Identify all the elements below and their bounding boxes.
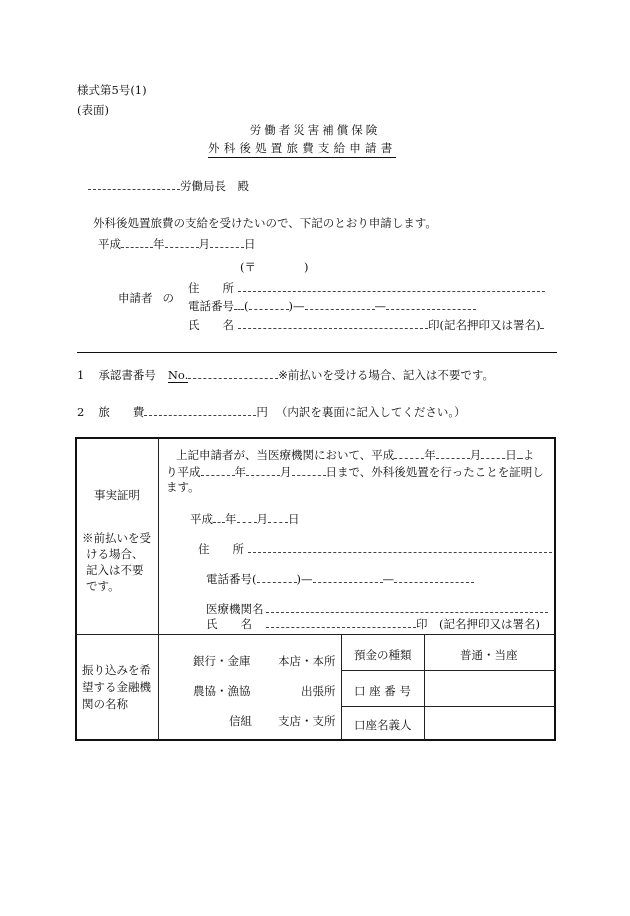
fact-date-day: 日 bbox=[288, 512, 300, 526]
applicant-phone-dash: — bbox=[374, 299, 386, 313]
applicant-name-label: 氏 名 bbox=[188, 318, 234, 332]
deposit-type-value[interactable]: 普通・当座 bbox=[460, 648, 518, 662]
applicant-address-field[interactable] bbox=[238, 279, 545, 292]
fact-facility-field[interactable] bbox=[266, 600, 548, 613]
bank-label bbox=[82, 662, 151, 713]
fact-name-row bbox=[206, 615, 540, 632]
account-name-label: 口座名義人 bbox=[354, 718, 412, 732]
applicant-phone-row bbox=[188, 297, 476, 314]
fact-start-day-field[interactable] bbox=[481, 446, 505, 459]
approval-number-row bbox=[77, 366, 494, 383]
fact-line2-month: 月 bbox=[280, 465, 292, 479]
date-month-label: 月 bbox=[198, 237, 210, 251]
branch-type-3: 支店・支所 bbox=[278, 714, 336, 728]
applicant-phone-end-field[interactable] bbox=[386, 297, 476, 310]
bank-type-1: 銀行・金庫 bbox=[193, 654, 251, 668]
fact-address-label: 住 所 bbox=[198, 542, 244, 556]
fact-date-year-field[interactable] bbox=[213, 510, 225, 523]
travel-expense-note: （内訳を裏面に記入してください。） bbox=[275, 405, 466, 419]
fact-phone-mid-field[interactable] bbox=[313, 570, 383, 583]
fact-phone-area-field[interactable] bbox=[257, 570, 297, 583]
date-month-field[interactable] bbox=[165, 235, 199, 248]
account-number-label: 口 座 番 号 bbox=[354, 684, 411, 698]
fact-phone-end-field[interactable] bbox=[394, 570, 474, 583]
fact-facility-label: 医療機関名 bbox=[206, 602, 264, 616]
deposit-type-label: 預金の種類 bbox=[354, 648, 412, 662]
applicant-phone-paren-close: )— bbox=[288, 299, 305, 313]
date-year-label: 年 bbox=[153, 237, 165, 251]
applicant-label-text: 申請者 bbox=[118, 291, 153, 305]
fact-date-day-field[interactable] bbox=[268, 510, 288, 523]
postal-open: (〒 bbox=[240, 260, 256, 274]
approval-number-label: 承認書番号 bbox=[98, 368, 156, 382]
fact-end-day-field[interactable] bbox=[292, 463, 326, 476]
bank-divider-v1 bbox=[341, 634, 342, 740]
applicant-label bbox=[118, 290, 174, 306]
fact-line1-yo: よ bbox=[522, 448, 535, 462]
item1-number: 1 bbox=[77, 368, 85, 382]
fact-address-row bbox=[198, 540, 552, 557]
applicant-name-field[interactable] bbox=[238, 316, 428, 329]
fact-line1-year: 年 bbox=[424, 448, 436, 462]
approval-no-prefix: No. bbox=[167, 368, 189, 382]
title-insurance: 労働者災害補償保険 bbox=[249, 123, 381, 137]
date-day-label: 日 bbox=[244, 237, 256, 251]
fact-note-line: ※前払いを受 bbox=[82, 531, 151, 545]
fact-line2-text: り平成 bbox=[166, 465, 201, 479]
account-number-field[interactable] bbox=[425, 671, 555, 706]
fact-phone-label: 電話番号 bbox=[206, 572, 252, 586]
approval-note: ※前払いを受ける場合、記入は不要です。 bbox=[278, 368, 494, 382]
account-name-field[interactable] bbox=[425, 707, 555, 740]
applicant-address-label: 住 所 bbox=[188, 281, 234, 295]
fact-line2-rest: 日まで、外科後処置を行ったことを証明し bbox=[325, 465, 544, 479]
fact-seal-note: 印 (記名押印又は署名) bbox=[416, 617, 540, 631]
fact-line2 bbox=[166, 463, 544, 480]
fact-line1-month: 月 bbox=[469, 448, 482, 462]
fact-line3: ます。 bbox=[166, 480, 200, 494]
fact-label: 事実証明 bbox=[94, 488, 140, 502]
box-divider-v1 bbox=[158, 438, 159, 740]
postal-code bbox=[240, 259, 309, 275]
fact-date bbox=[190, 510, 300, 527]
fact-note bbox=[82, 530, 151, 594]
addressee-suffix: 労働局長 殿 bbox=[180, 179, 249, 193]
fact-start-month-field[interactable] bbox=[436, 446, 470, 459]
fact-line1-day: 日 bbox=[505, 448, 517, 462]
date-era: 平成 bbox=[98, 237, 121, 251]
travel-expense-label: 旅 費 bbox=[98, 405, 145, 419]
fact-note-line: です。 bbox=[86, 579, 120, 593]
applicant-no: の bbox=[162, 291, 174, 305]
fact-end-month-field[interactable] bbox=[246, 463, 280, 476]
title-application: 外科後処置旅費支給申請書 bbox=[208, 140, 396, 158]
fact-phone-paren-close: )— bbox=[296, 572, 313, 586]
fact-date-month-field[interactable] bbox=[237, 510, 257, 523]
section-divider bbox=[77, 352, 557, 353]
intro-text: 外科後処置旅費の支給を受けたいので、下記のとおり申請します。 bbox=[93, 216, 437, 230]
addressee-line bbox=[88, 177, 249, 194]
fact-note-line: ける場合、 bbox=[86, 547, 144, 561]
fact-note-line: 記入は不要 bbox=[86, 563, 144, 577]
fact-date-month: 月 bbox=[256, 512, 268, 526]
bureau-field[interactable] bbox=[88, 177, 180, 190]
fact-start-year-field[interactable] bbox=[394, 446, 424, 459]
travel-expense-row bbox=[77, 403, 466, 420]
fact-phone-paren-open: ( bbox=[252, 572, 257, 586]
fact-date-year: 年 bbox=[225, 512, 237, 526]
applicant-phone-label: 電話番号 bbox=[188, 299, 234, 313]
fact-name-label: 氏 名 bbox=[206, 617, 252, 631]
branch-type-1: 本店・本所 bbox=[278, 654, 336, 668]
applicant-seal-note: 印(記名押印又は署名) bbox=[428, 318, 541, 332]
item2-number: 2 bbox=[77, 405, 85, 419]
box-divider-h1 bbox=[76, 634, 555, 635]
fact-date-era: 平成 bbox=[190, 512, 213, 526]
branch-type-2: 出張所 bbox=[301, 684, 336, 698]
fact-line1-text: 上記申請者が、当医療機関において、平成 bbox=[176, 448, 395, 462]
applicant-phone-area-field[interactable] bbox=[249, 297, 289, 310]
fact-phone-dash: — bbox=[382, 572, 394, 586]
fact-name-field[interactable] bbox=[266, 615, 416, 628]
bank-label-line: 望する金融機 bbox=[82, 680, 151, 694]
application-date bbox=[98, 235, 256, 252]
side-label: (表面) bbox=[77, 103, 109, 117]
approval-number-field[interactable] bbox=[188, 366, 278, 379]
travel-expense-field[interactable] bbox=[144, 403, 256, 416]
fact-line2-year: 年 bbox=[234, 465, 246, 479]
applicant-name-row bbox=[188, 316, 544, 333]
bank-type-2: 農協・漁協 bbox=[193, 684, 251, 698]
applicant-phone-mid-field[interactable] bbox=[305, 297, 375, 310]
fact-address-field[interactable] bbox=[248, 540, 552, 553]
bank-type-3: 信組 bbox=[229, 714, 252, 728]
bank-label-line: 関の名称 bbox=[82, 697, 128, 711]
postal-close: ) bbox=[304, 260, 309, 274]
date-day-field[interactable] bbox=[210, 235, 244, 248]
fact-line1 bbox=[176, 446, 534, 463]
form-number: 様式第5号(1) bbox=[77, 83, 147, 97]
applicant-address-row bbox=[188, 279, 545, 296]
applicant-phone-paren-open: ( bbox=[244, 299, 249, 313]
fact-end-year-field[interactable] bbox=[201, 463, 235, 476]
fact-phone-row bbox=[206, 570, 474, 587]
date-year-field[interactable] bbox=[121, 235, 153, 248]
bank-label-line: 振り込みを希 bbox=[82, 663, 151, 677]
travel-expense-unit: 円 bbox=[256, 405, 268, 419]
